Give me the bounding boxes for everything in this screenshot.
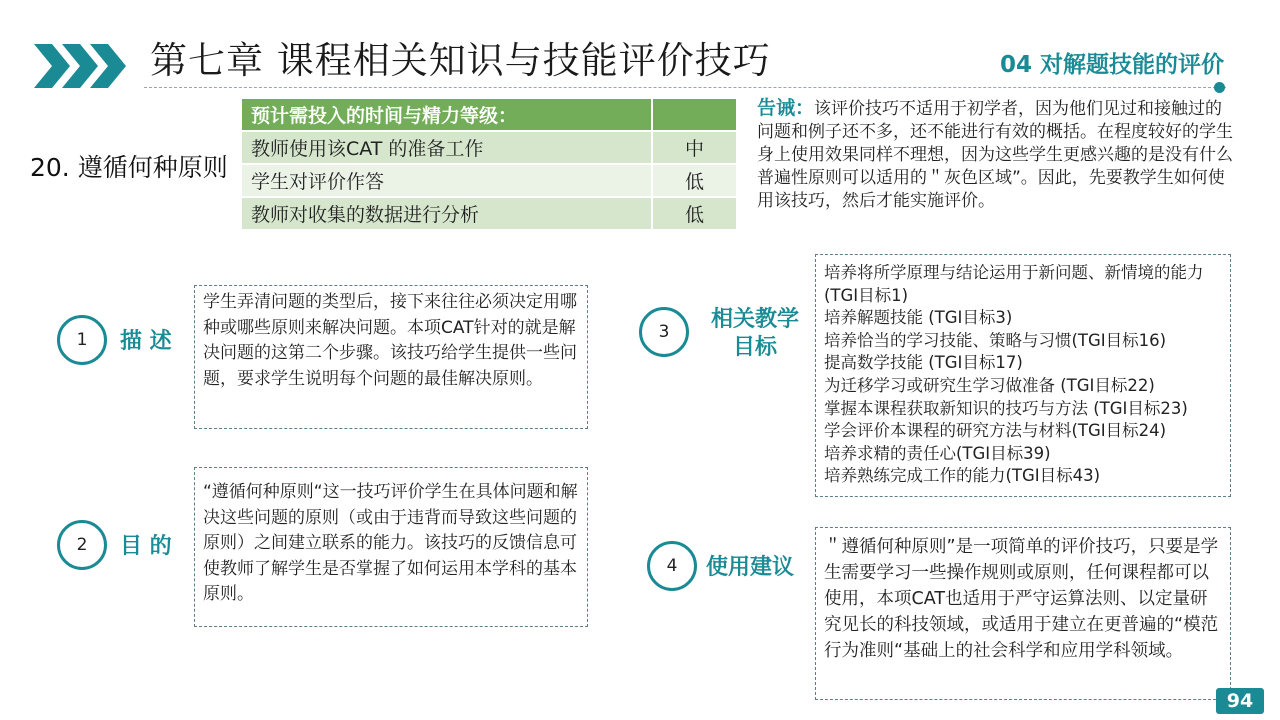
- table-header-cell: 预计需投入的时间与精力等级：: [241, 98, 652, 131]
- table-cell-item: 学生对评价作答: [241, 164, 652, 197]
- label-line-1: 相关教学: [710, 307, 799, 332]
- list-item: 培养熟练完成工作的能力(TGI目标43): [824, 466, 1101, 486]
- warning-text: 该评价技巧不适用于初学者，因为他们见过和接触过的问题和例子还不多，还不能进行有效的概括。在程度较好的学生身上使用效果同样不理想，因为这些学生更感兴趣的是没有什么普遍性原则可以适用的＂灰色区域”。因此，先要教学生如何使用该技巧，然后才能实施评价。: [757, 99, 1233, 211]
- page-title: 第七章 课程相关知识与技能评价技巧: [150, 39, 771, 82]
- table-cell-item: 教师对收集的数据进行分析: [241, 197, 652, 230]
- list-item: 提高数学技能 (TGI目标17): [824, 353, 1023, 373]
- list-item: 掌握本课程获取新知识的技巧与方法 (TGI目标23): [824, 398, 1188, 418]
- list-item: 培养将所学原理与结论运用于新问题、新情境的能力(TGI目标1): [824, 263, 1204, 305]
- section-label-purpose: 目 的: [120, 534, 172, 559]
- section-label-teaching-goals: [700, 306, 810, 362]
- effort-level-table: [240, 97, 738, 231]
- section-label-description: 描 述: [120, 329, 172, 354]
- table-row: [241, 197, 737, 230]
- divider-dot: [1214, 82, 1225, 93]
- table-cell-item: 教师使用该CAT 的准备工作: [241, 131, 652, 164]
- purpose-box: “遵循何种原则“这一技巧评价学生在具体问题和解决这些问题的原则（或由于违背而导致这些问题的原则）之间建立联系的能力。该技巧的反馈信息可使教师了解学生是否掌握了如何运用本学科的基本原则。: [194, 467, 588, 627]
- table-header-empty-cell: [652, 98, 737, 131]
- list-item: 为迁移学习或研究生学习做准备 (TGI目标22): [824, 375, 1155, 395]
- page-number: 94: [1216, 688, 1264, 714]
- technique-heading: 20. 遵循何种原则: [30, 153, 228, 182]
- list-item: 培养恰当的学习技能、策略与习惯(TGI目标16): [824, 330, 1167, 350]
- table-cell-level: 中: [652, 131, 737, 164]
- table-header-row: [241, 98, 737, 131]
- section-number-badge: 4: [647, 541, 697, 591]
- label-line-2: 目标: [732, 335, 777, 360]
- chevron-arrows-icon: [34, 44, 130, 88]
- teaching-goals-box: [815, 254, 1231, 497]
- warning-note: [757, 97, 1235, 213]
- table-cell-level: 低: [652, 197, 737, 230]
- list-item: 培养求精的责任心(TGI目标39): [824, 443, 1051, 463]
- description-box: 学生弄清问题的类型后，接下来往往必须决定用哪种或哪些原则来解决问题。本项CAT针对的就是解决问题的这第二个步骤。该技巧给学生提供一些问题，要求学生说明每个问题的最佳解决原则。: [194, 285, 588, 429]
- table-row: [241, 164, 737, 197]
- warning-label: 告诫：: [757, 97, 815, 119]
- usage-suggestions-box: ＂遵循何种原则”是一项简单的评价技巧，只要是学生需要学习一些操作规则或原则，任何课程都可以使用，本项CAT也适用于严守运算法则、以定量研究见长的科技领域，或适用于建立在更普遍的“模范行为准则“基础上的社会科学和应用学科领域。: [815, 527, 1231, 700]
- header-divider: [144, 87, 1226, 88]
- section-number-badge: 3: [639, 307, 689, 357]
- section-number-badge: 1: [57, 315, 107, 365]
- table-row: [241, 131, 737, 164]
- table-cell-level: 低: [652, 164, 737, 197]
- section-label-usage-suggestions: 使用建议: [706, 555, 795, 580]
- section-number-badge: 2: [57, 520, 107, 570]
- list-item: 培养解题技能 (TGI目标3): [824, 308, 1013, 328]
- section-subtitle: 04 对解题技能的评价: [999, 52, 1224, 78]
- list-item: 学会评价本课程的研究方法与材料(TGI目标24): [824, 421, 1167, 441]
